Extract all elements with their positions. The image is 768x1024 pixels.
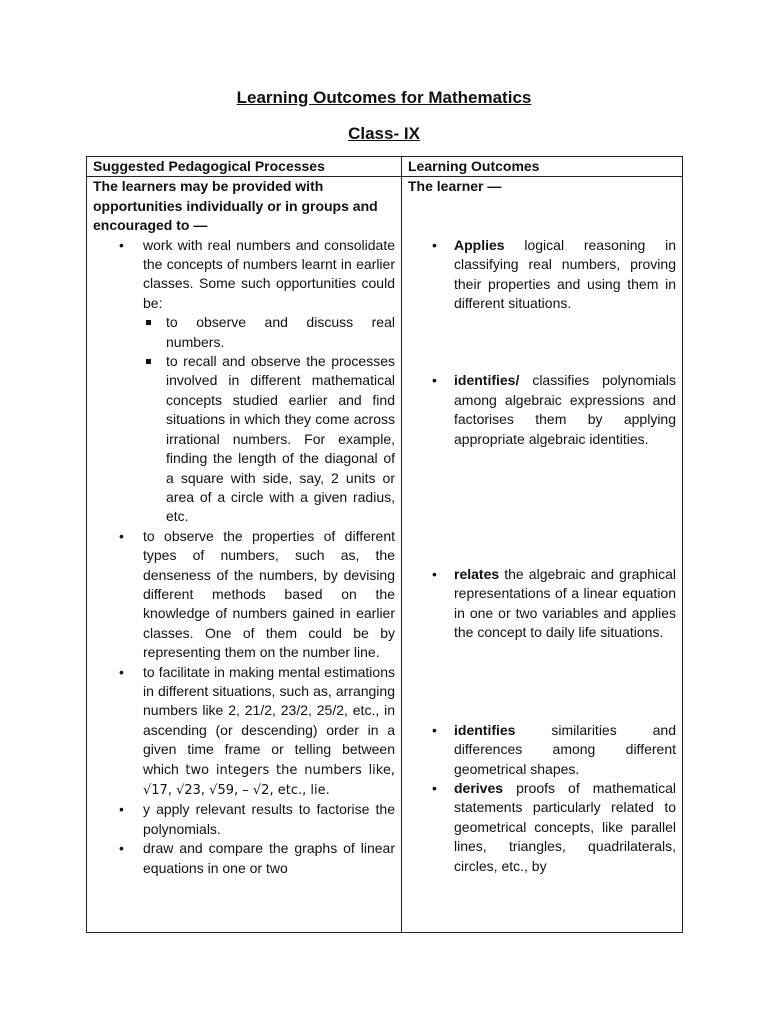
outcome-verb: derives (454, 779, 504, 796)
sqrt-examples: two integers the numbers like, √17, √23, √59, – √2, etc., lie. (143, 762, 395, 798)
processes-list (93, 236, 395, 878)
outcome-text: proofs of mathematical statements particularly related to geometrical concepts, like parallel lines, triangles, quadrilaterals, circles, etc., by (454, 779, 676, 874)
header-learning-outcomes: Learning Outcomes (402, 157, 683, 177)
outcome-item (454, 721, 676, 779)
outcome-text: classifies polynomials among algebraic expressions and factorises them by applying appropriate algebraic identities. (454, 372, 676, 447)
outcome-item (454, 236, 676, 314)
outcome-text: similarities and differences among different geometrical shapes. (454, 721, 676, 777)
process-subitem: to recall and observe the processes involved in different mathematical concepts studied earlier and find situations in which they come across irrational numbers. For example, finding the length of the diagonal of a square with side, say, 2 units or area of a circle with a given radius, etc. (166, 352, 395, 527)
outcomes-list (408, 236, 676, 876)
process-item-graphs: • draw and compare the graphs of linear equations in one or two (143, 839, 395, 878)
outcome-verb: relates (454, 566, 500, 583)
table-body-row (87, 177, 683, 933)
outcome-verb: identifies (454, 721, 516, 738)
page-title: Learning Outcomes for Mathematics (236, 88, 532, 107)
outcome-item (454, 779, 676, 876)
header-pedagogical-processes: Suggested Pedagogical Processes (87, 157, 402, 177)
process-subitems (143, 313, 395, 526)
pedagogical-processes-cell (87, 177, 402, 933)
outcome-text: the algebraic and graphical representations of a linear equation in one or two variables and applies the concept to daily life situations. (454, 566, 676, 641)
learning-outcomes-cell (402, 177, 683, 933)
class-subtitle: Class- IX (348, 124, 420, 143)
outcome-item (454, 371, 676, 449)
process-item-text: to facilitate in making mental estimations in different situations, such as, arranging numbers like 2, 21/2, 23/2, 25/2, etc., in ascending (or descending) order in a given time frame or telling between which (143, 663, 395, 777)
outcomes-intro: The learner — (408, 178, 502, 195)
table-header-row (87, 157, 683, 177)
outcome-text: logical reasoning in classifying real numbers, proving their properties and using them in different situations. (454, 236, 676, 312)
process-item-text: work with real numbers and consolidate the concepts of numbers learnt in earlier classes. Some such opportunities could be: (143, 236, 395, 311)
process-item-properties: • to observe the properties of different types of numbers, such as, the denseness of the numbers, by devising different methods based on the knowledge of numbers gained in earlier classes. One of them could be by representing them on the number line. (143, 527, 395, 663)
process-item-factorise: • y apply relevant results to factorise the polynomials. (143, 800, 395, 839)
outcome-verb: identifies/ (454, 372, 520, 389)
outcome-verb: Applies (454, 236, 505, 253)
outcome-item (454, 565, 676, 643)
process-subitem: to observe and discuss real numbers. (166, 313, 395, 352)
processes-intro: The learners may be provided with opportunities individually or in groups and encouraged to — (93, 178, 378, 234)
process-item-estimations (143, 663, 395, 801)
outcomes-table (86, 156, 683, 933)
process-item-real-numbers (143, 236, 395, 527)
